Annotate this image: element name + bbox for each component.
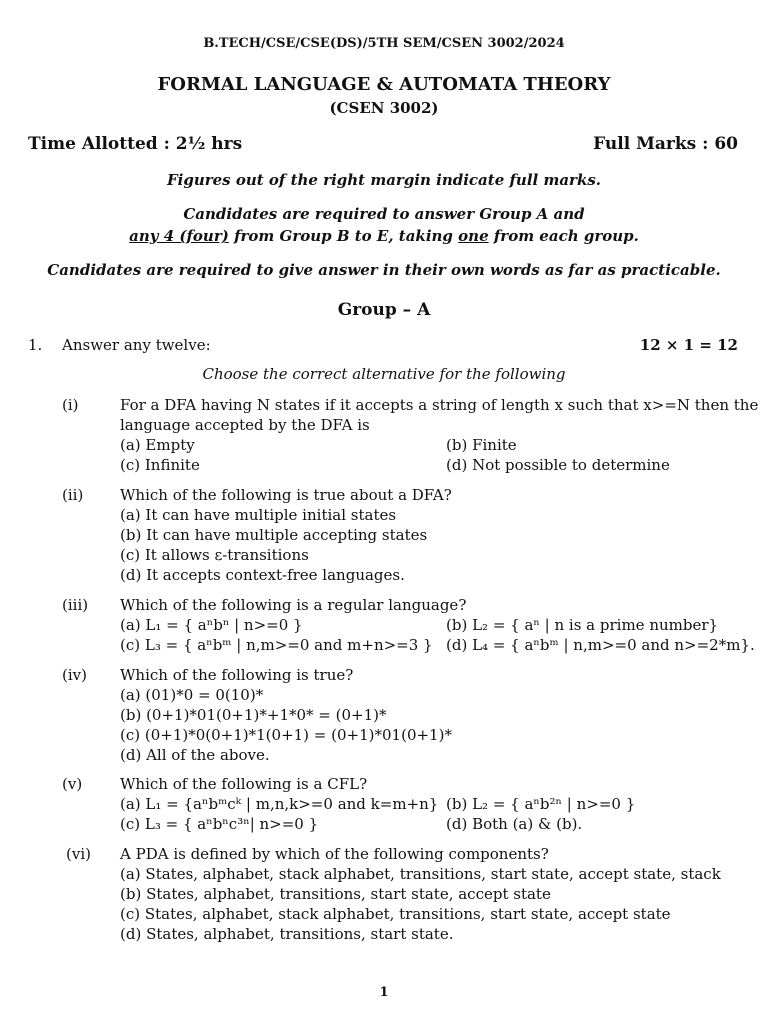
sub-question-text: Which of the following is true about a DFA? <box>120 486 452 504</box>
paper-subtitle: (CSEN 3002) <box>329 99 439 117</box>
option-d: (d) Both (a) & (b). <box>446 815 583 833</box>
group-heading: Group – A <box>337 300 431 320</box>
option-d: (d) All of the above. <box>120 746 270 764</box>
sub-question-label: (vi) <box>66 845 91 863</box>
option-b: (b) States, alphabet, transitions, start state, accept state <box>120 885 551 903</box>
sub-question-label: (i) <box>62 396 79 414</box>
sub-question-label: (ii) <box>62 486 84 504</box>
option-a: (a) It can have multiple initial states <box>120 506 397 524</box>
option-d: (d) L₄ = { aⁿbᵐ | n,m>=0 and n>=2*m}. <box>446 636 755 654</box>
time-allotted: Time Allotted : 2½ hrs <box>28 134 243 154</box>
option-a: (a) L₁ = { aⁿbⁿ | n>=0 } <box>120 616 303 634</box>
sub-question-text-continued: language accepted by the DFA is <box>120 416 370 434</box>
sub-question-label: (iii) <box>62 596 89 614</box>
option-c: (c) L₃ = { aⁿbᵐ | n,m>=0 and m+n>=3 } <box>120 636 433 654</box>
option-d: (d) It accepts context-free languages. <box>120 566 405 584</box>
sub-question-label: (v) <box>62 775 83 793</box>
option-c: (c) L₃ = { aⁿbⁿc³ⁿ| n>=0 } <box>120 815 319 833</box>
instruction-each-group: from each group. <box>488 227 639 245</box>
option-b: (b) Finite <box>446 436 517 454</box>
page-number: 1 <box>379 985 389 1000</box>
question-number: 1. <box>28 336 43 354</box>
option-b: (b) L₂ = { aⁿb²ⁿ | n>=0 } <box>446 795 636 813</box>
instruction-any-four: any 4 (four) <box>129 227 229 245</box>
instruction-group-b-to-e <box>0 227 768 245</box>
option-d: (d) Not possible to determine <box>446 456 670 474</box>
sub-question-text: Which of the following is a CFL? <box>120 775 368 793</box>
question-instruction: Choose the correct alternative for the following <box>202 365 566 383</box>
option-c: (c) It allows ε-transitions <box>120 546 309 564</box>
option-b: (b) It can have multiple accepting states <box>120 526 428 544</box>
option-a: (a) States, alphabet, stack alphabet, transitions, start state, accept state, stack <box>120 865 721 883</box>
option-b: (b) (0+1)*01(0+1)*+1*0* = (0+1)* <box>120 706 387 724</box>
instruction-from-groups: from Group B to E, taking <box>228 227 459 245</box>
full-marks: Full Marks : 60 <box>593 134 738 154</box>
option-c: (c) (0+1)*0(0+1)*1(0+1) = (0+1)*01(0+1)* <box>120 726 452 744</box>
question-marks: 12 × 1 = 12 <box>639 336 738 354</box>
instruction-answer-group-a: Candidates are required to answer Group A and <box>183 205 585 223</box>
sub-question-label: (iv) <box>62 666 87 684</box>
option-d: (d) States, alphabet, transitions, start state. <box>120 925 454 943</box>
option-b: (b) L₂ = { aⁿ | n is a prime number} <box>446 616 719 634</box>
sub-question-text: Which of the following is true? <box>120 666 354 684</box>
sub-question-text: For a DFA having N states if it accepts a string of length x such that x>=N then the <box>120 396 759 414</box>
option-a: (a) (01)*0 = 0(10)* <box>120 686 264 704</box>
option-c: (c) States, alphabet, stack alphabet, transitions, start state, accept state <box>120 905 671 923</box>
instruction-own-words: Candidates are required to give answer in their own words as far as practicable. <box>47 261 721 279</box>
paper-title: FORMAL LANGUAGE & AUTOMATA THEORY <box>157 74 611 95</box>
sub-question-text: Which of the following is a regular language? <box>120 596 467 614</box>
instruction-margin-marks: Figures out of the right margin indicate full marks. <box>166 171 602 189</box>
option-a: (a) Empty <box>120 436 195 454</box>
option-c: (c) Infinite <box>120 456 200 474</box>
question-prompt: Answer any twelve: <box>62 336 211 354</box>
paper-code: B.TECH/CSE/CSE(DS)/5TH SEM/CSEN 3002/2024 <box>203 36 565 51</box>
option-a: (a) L₁ = {aⁿbᵐcᵏ | m,n,k>=0 and k=m+n} <box>120 795 439 813</box>
instruction-one: one <box>458 227 489 245</box>
sub-question-text: A PDA is defined by which of the following components? <box>120 845 549 863</box>
